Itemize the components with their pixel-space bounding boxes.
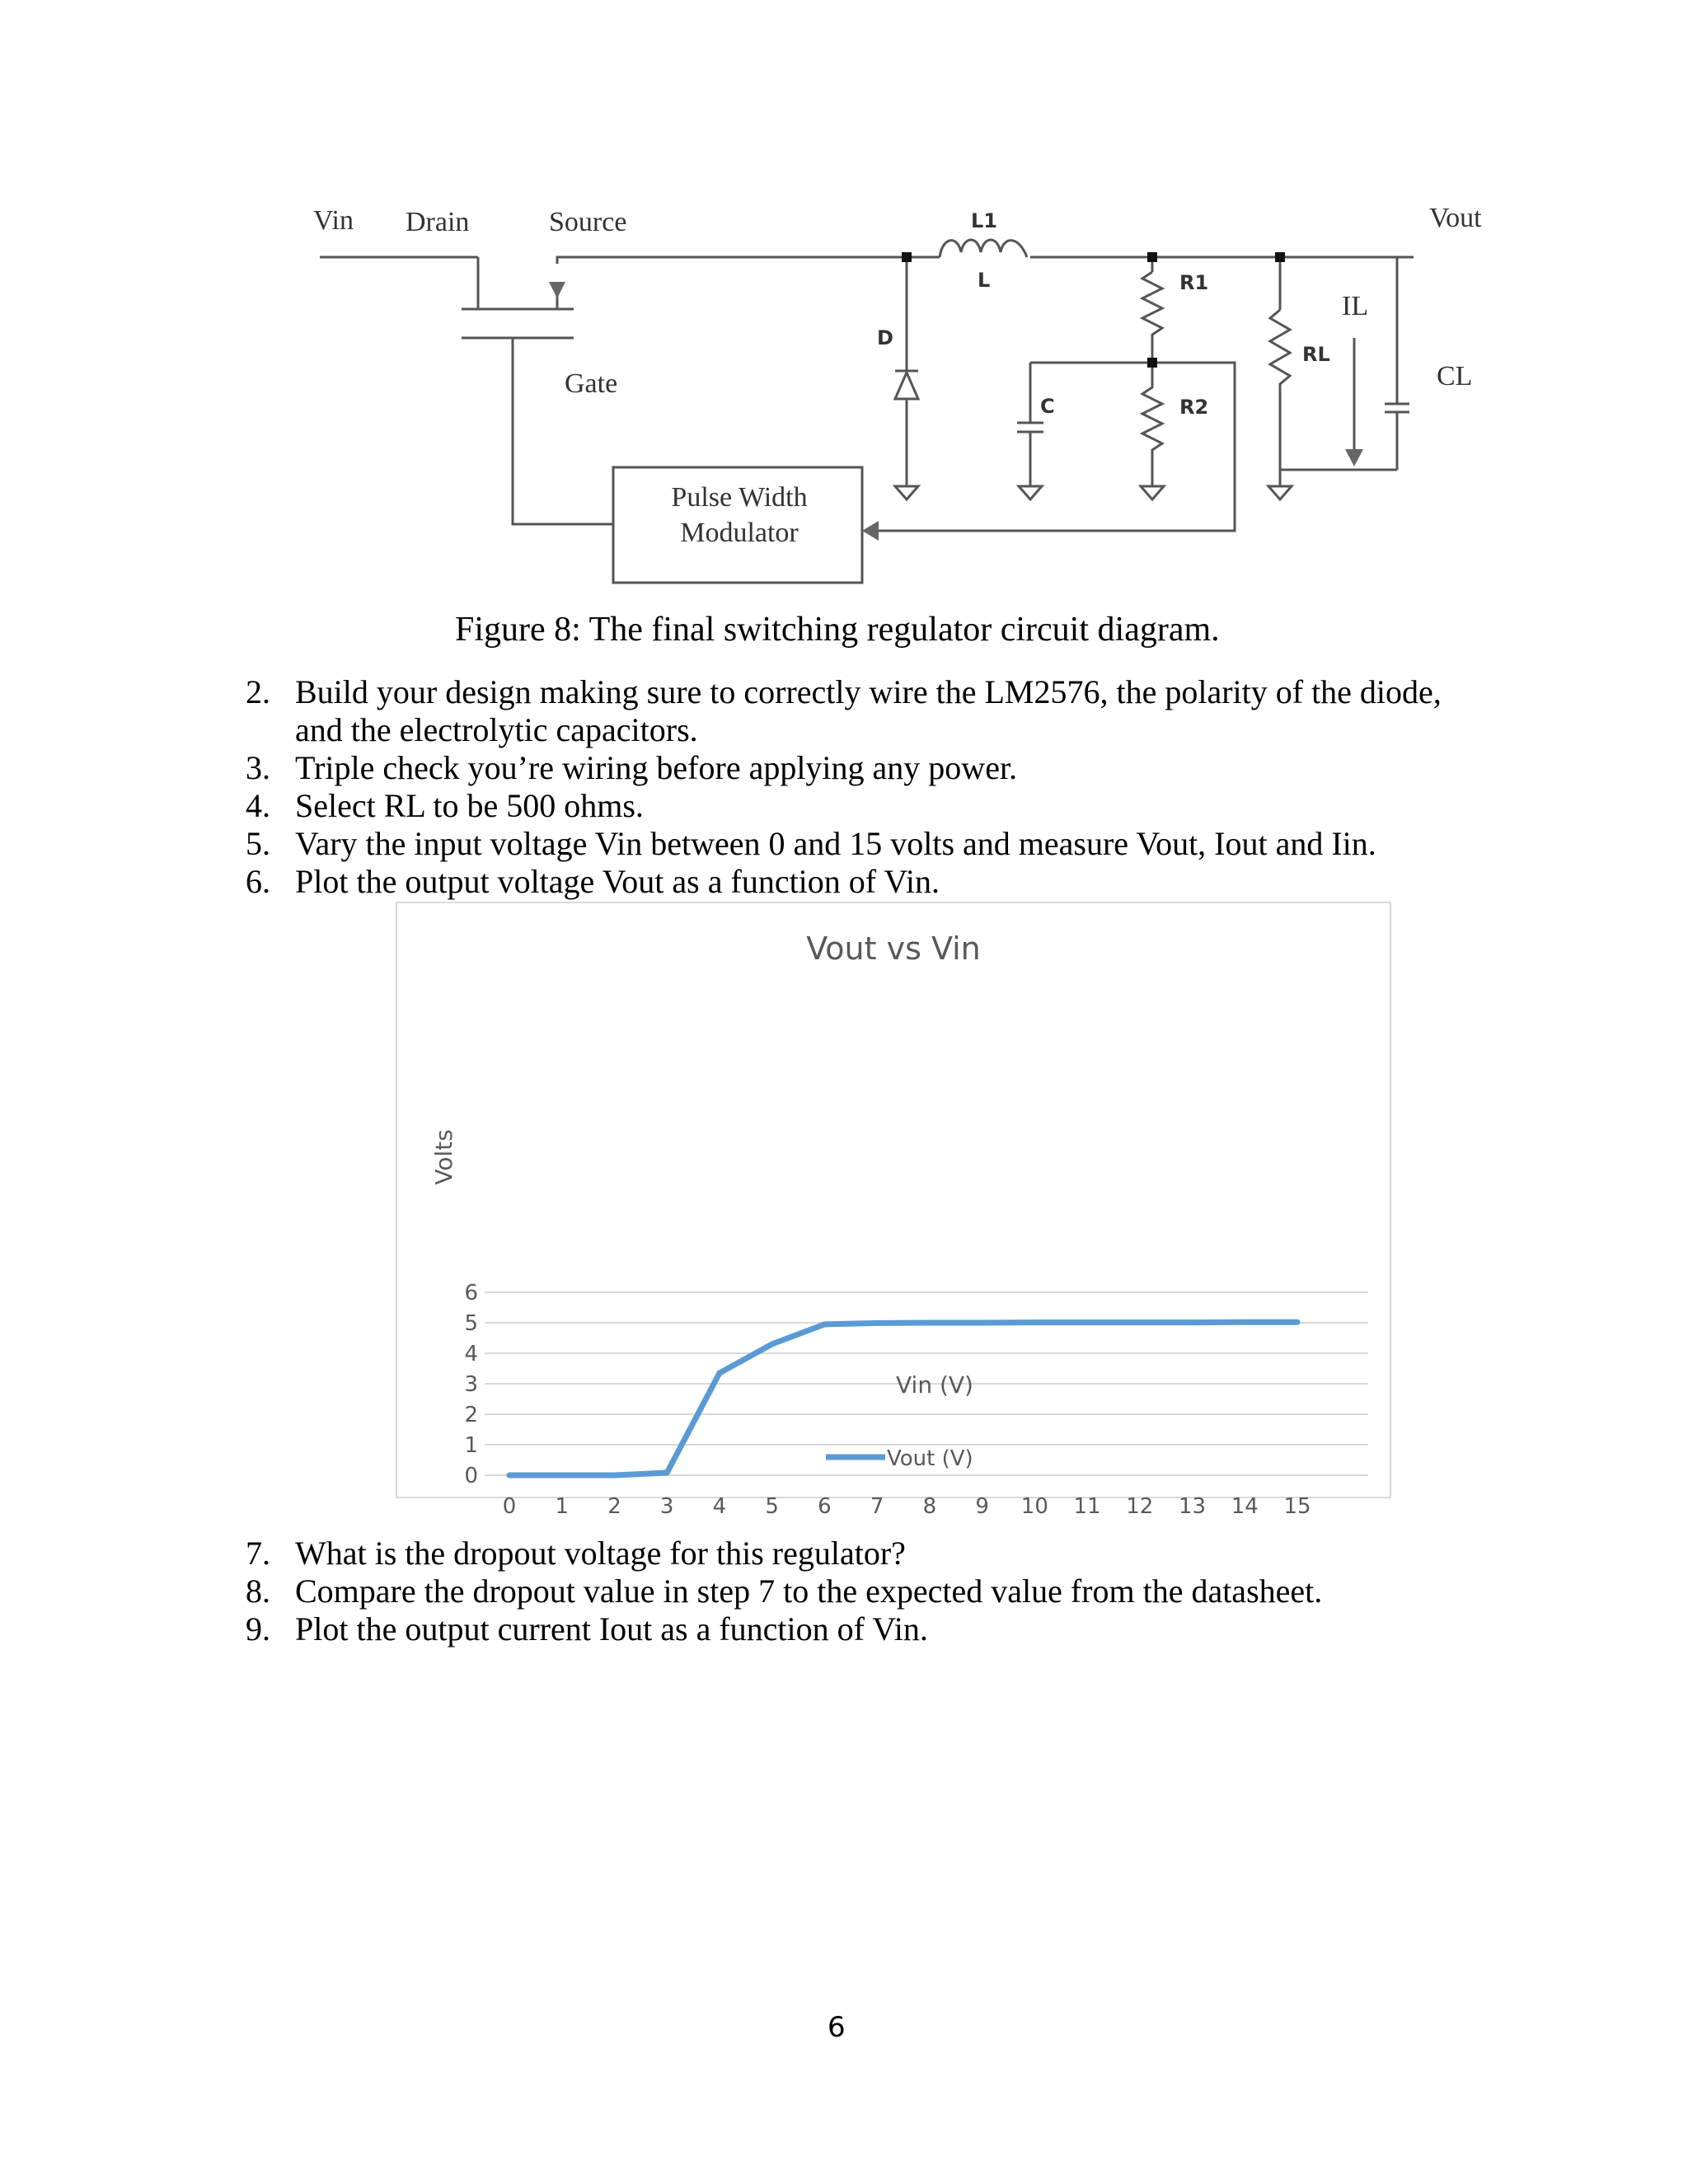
inductor-coil xyxy=(940,240,1027,257)
step-item xyxy=(246,787,1482,825)
source-arrow-icon xyxy=(549,282,565,298)
gate-wire xyxy=(513,338,613,524)
y-tick-label: 1 xyxy=(464,1433,478,1458)
diode-symbol xyxy=(895,371,918,399)
il-arrowhead-icon xyxy=(1345,449,1363,466)
label-l: L xyxy=(978,269,991,292)
data-point xyxy=(876,1322,879,1324)
step-item xyxy=(246,1610,1482,1648)
step-number: 9. xyxy=(246,1610,270,1647)
label-rl: RL xyxy=(1302,343,1330,366)
r2-resistor xyxy=(1142,363,1162,486)
y-tick-label: 2 xyxy=(464,1403,478,1427)
label-il: IL xyxy=(1342,291,1369,321)
x-tick-label: 10 xyxy=(1020,1494,1048,1519)
feedback-arrowhead-icon xyxy=(862,521,879,541)
step-item xyxy=(246,673,1482,749)
data-point xyxy=(981,1322,983,1324)
data-point xyxy=(718,1372,720,1375)
data-point xyxy=(560,1474,563,1477)
y-tick-label: 3 xyxy=(464,1372,478,1397)
label-pwm-line2: Modulator xyxy=(680,518,799,548)
label-r2: R2 xyxy=(1179,396,1209,419)
step-text: Triple check you’re wiring before applying any power. xyxy=(295,749,1018,786)
step-item xyxy=(246,1535,1482,1572)
label-l1: L1 xyxy=(971,209,997,232)
feedback-wire xyxy=(872,363,1235,531)
data-point xyxy=(1296,1321,1299,1324)
step-text: Vary the input voltage Vin between 0 and 15 volts and measure Vout, Iout and Iin. xyxy=(295,825,1376,862)
step-number: 7. xyxy=(246,1535,270,1572)
x-tick-label: 11 xyxy=(1073,1494,1101,1519)
vout-vs-vin-chart xyxy=(396,902,1391,1519)
data-point xyxy=(613,1474,616,1477)
label-cl: CL xyxy=(1437,361,1473,391)
y-tick-label: 4 xyxy=(464,1342,478,1366)
steps-list-before-chart xyxy=(246,673,1482,901)
label-d: D xyxy=(877,326,893,349)
label-source: Source xyxy=(549,207,627,237)
label-c: C xyxy=(1040,395,1055,418)
ground-icon xyxy=(895,486,918,499)
node-dot xyxy=(902,252,912,262)
steps-list-after-chart xyxy=(246,1535,1482,1648)
x-axis-label: Vin (V) xyxy=(896,1371,973,1399)
label-r1: R1 xyxy=(1179,271,1209,294)
node-dot xyxy=(1147,252,1157,262)
data-point xyxy=(1034,1321,1036,1324)
x-tick-label: 0 xyxy=(502,1494,517,1519)
label-vin: Vin xyxy=(313,205,354,236)
step-text: Plot the output current Iout as a function of Vin. xyxy=(295,1610,928,1647)
x-tick-label: 7 xyxy=(870,1494,884,1519)
ground-icon xyxy=(1019,486,1042,499)
x-tick-label: 15 xyxy=(1283,1494,1311,1519)
data-point xyxy=(823,1323,826,1325)
data-point xyxy=(771,1343,773,1345)
node-dot xyxy=(1147,358,1157,368)
step-number: 4. xyxy=(246,787,270,824)
x-tick-label: 9 xyxy=(975,1494,989,1519)
source-rail xyxy=(557,257,940,264)
data-point xyxy=(1138,1321,1141,1324)
circuit-diagram xyxy=(297,190,1500,618)
step-number: 8. xyxy=(246,1572,270,1610)
step-text: Compare the dropout value in step 7 to the expected value from the datasheet. xyxy=(295,1572,1323,1610)
data-point xyxy=(1086,1321,1089,1324)
y-tick-label: 6 xyxy=(464,1281,478,1305)
chart-title: Vout vs Vin xyxy=(806,930,981,967)
r1-resistor xyxy=(1142,272,1162,363)
step-number: 2. xyxy=(246,673,270,710)
chart-frame xyxy=(396,902,1390,1497)
y-axis-label: Volts xyxy=(430,1129,457,1185)
x-tick-label: 2 xyxy=(607,1494,621,1519)
x-tick-label: 13 xyxy=(1178,1494,1207,1519)
rl-wire-bottom xyxy=(1280,414,1397,470)
label-gate: Gate xyxy=(565,368,618,399)
page-number: 6 xyxy=(828,2011,846,2044)
x-tick-label: 3 xyxy=(659,1494,674,1519)
y-tick-label: 0 xyxy=(464,1464,478,1488)
data-point xyxy=(1244,1321,1246,1324)
x-tick-label: 4 xyxy=(712,1494,727,1519)
x-tick-label: 14 xyxy=(1231,1494,1259,1519)
step-item xyxy=(246,749,1482,787)
data-point xyxy=(928,1322,931,1324)
step-text: Build your design making sure to correctly wire the LM2576, the polarity of the diode, and the electrolytic capacitors. xyxy=(295,673,1442,748)
x-tick-label: 12 xyxy=(1126,1494,1154,1519)
ground-icon xyxy=(1268,486,1292,499)
step-number: 3. xyxy=(246,749,270,786)
step-item xyxy=(246,1572,1482,1610)
data-point xyxy=(509,1474,511,1477)
step-item xyxy=(246,825,1482,863)
ground-icon xyxy=(1141,486,1164,499)
step-text: Select RL to be 500 ohms. xyxy=(295,787,644,824)
node-dot xyxy=(1275,252,1285,262)
legend-label: Vout (V) xyxy=(887,1446,973,1471)
rl-resistor xyxy=(1270,310,1290,414)
y-tick-label: 5 xyxy=(464,1311,478,1336)
step-text: What is the dropout voltage for this regulator? xyxy=(295,1535,906,1572)
x-tick-label: 5 xyxy=(765,1494,779,1519)
label-vout: Vout xyxy=(1429,203,1482,233)
step-item xyxy=(246,863,1482,901)
x-tick-label: 1 xyxy=(555,1494,570,1519)
x-tick-label: 8 xyxy=(922,1494,937,1519)
label-pwm-line1: Pulse Width xyxy=(671,482,808,513)
x-tick-label: 6 xyxy=(818,1494,832,1519)
label-drain: Drain xyxy=(406,207,470,237)
step-number: 5. xyxy=(246,825,270,862)
step-number: 6. xyxy=(246,863,270,900)
step-text: Plot the output voltage Vout as a function of Vin. xyxy=(295,863,940,900)
data-point xyxy=(666,1472,668,1474)
figure-caption: Figure 8: The final switching regulator circuit diagram. xyxy=(455,611,1220,649)
data-point xyxy=(1191,1321,1193,1324)
